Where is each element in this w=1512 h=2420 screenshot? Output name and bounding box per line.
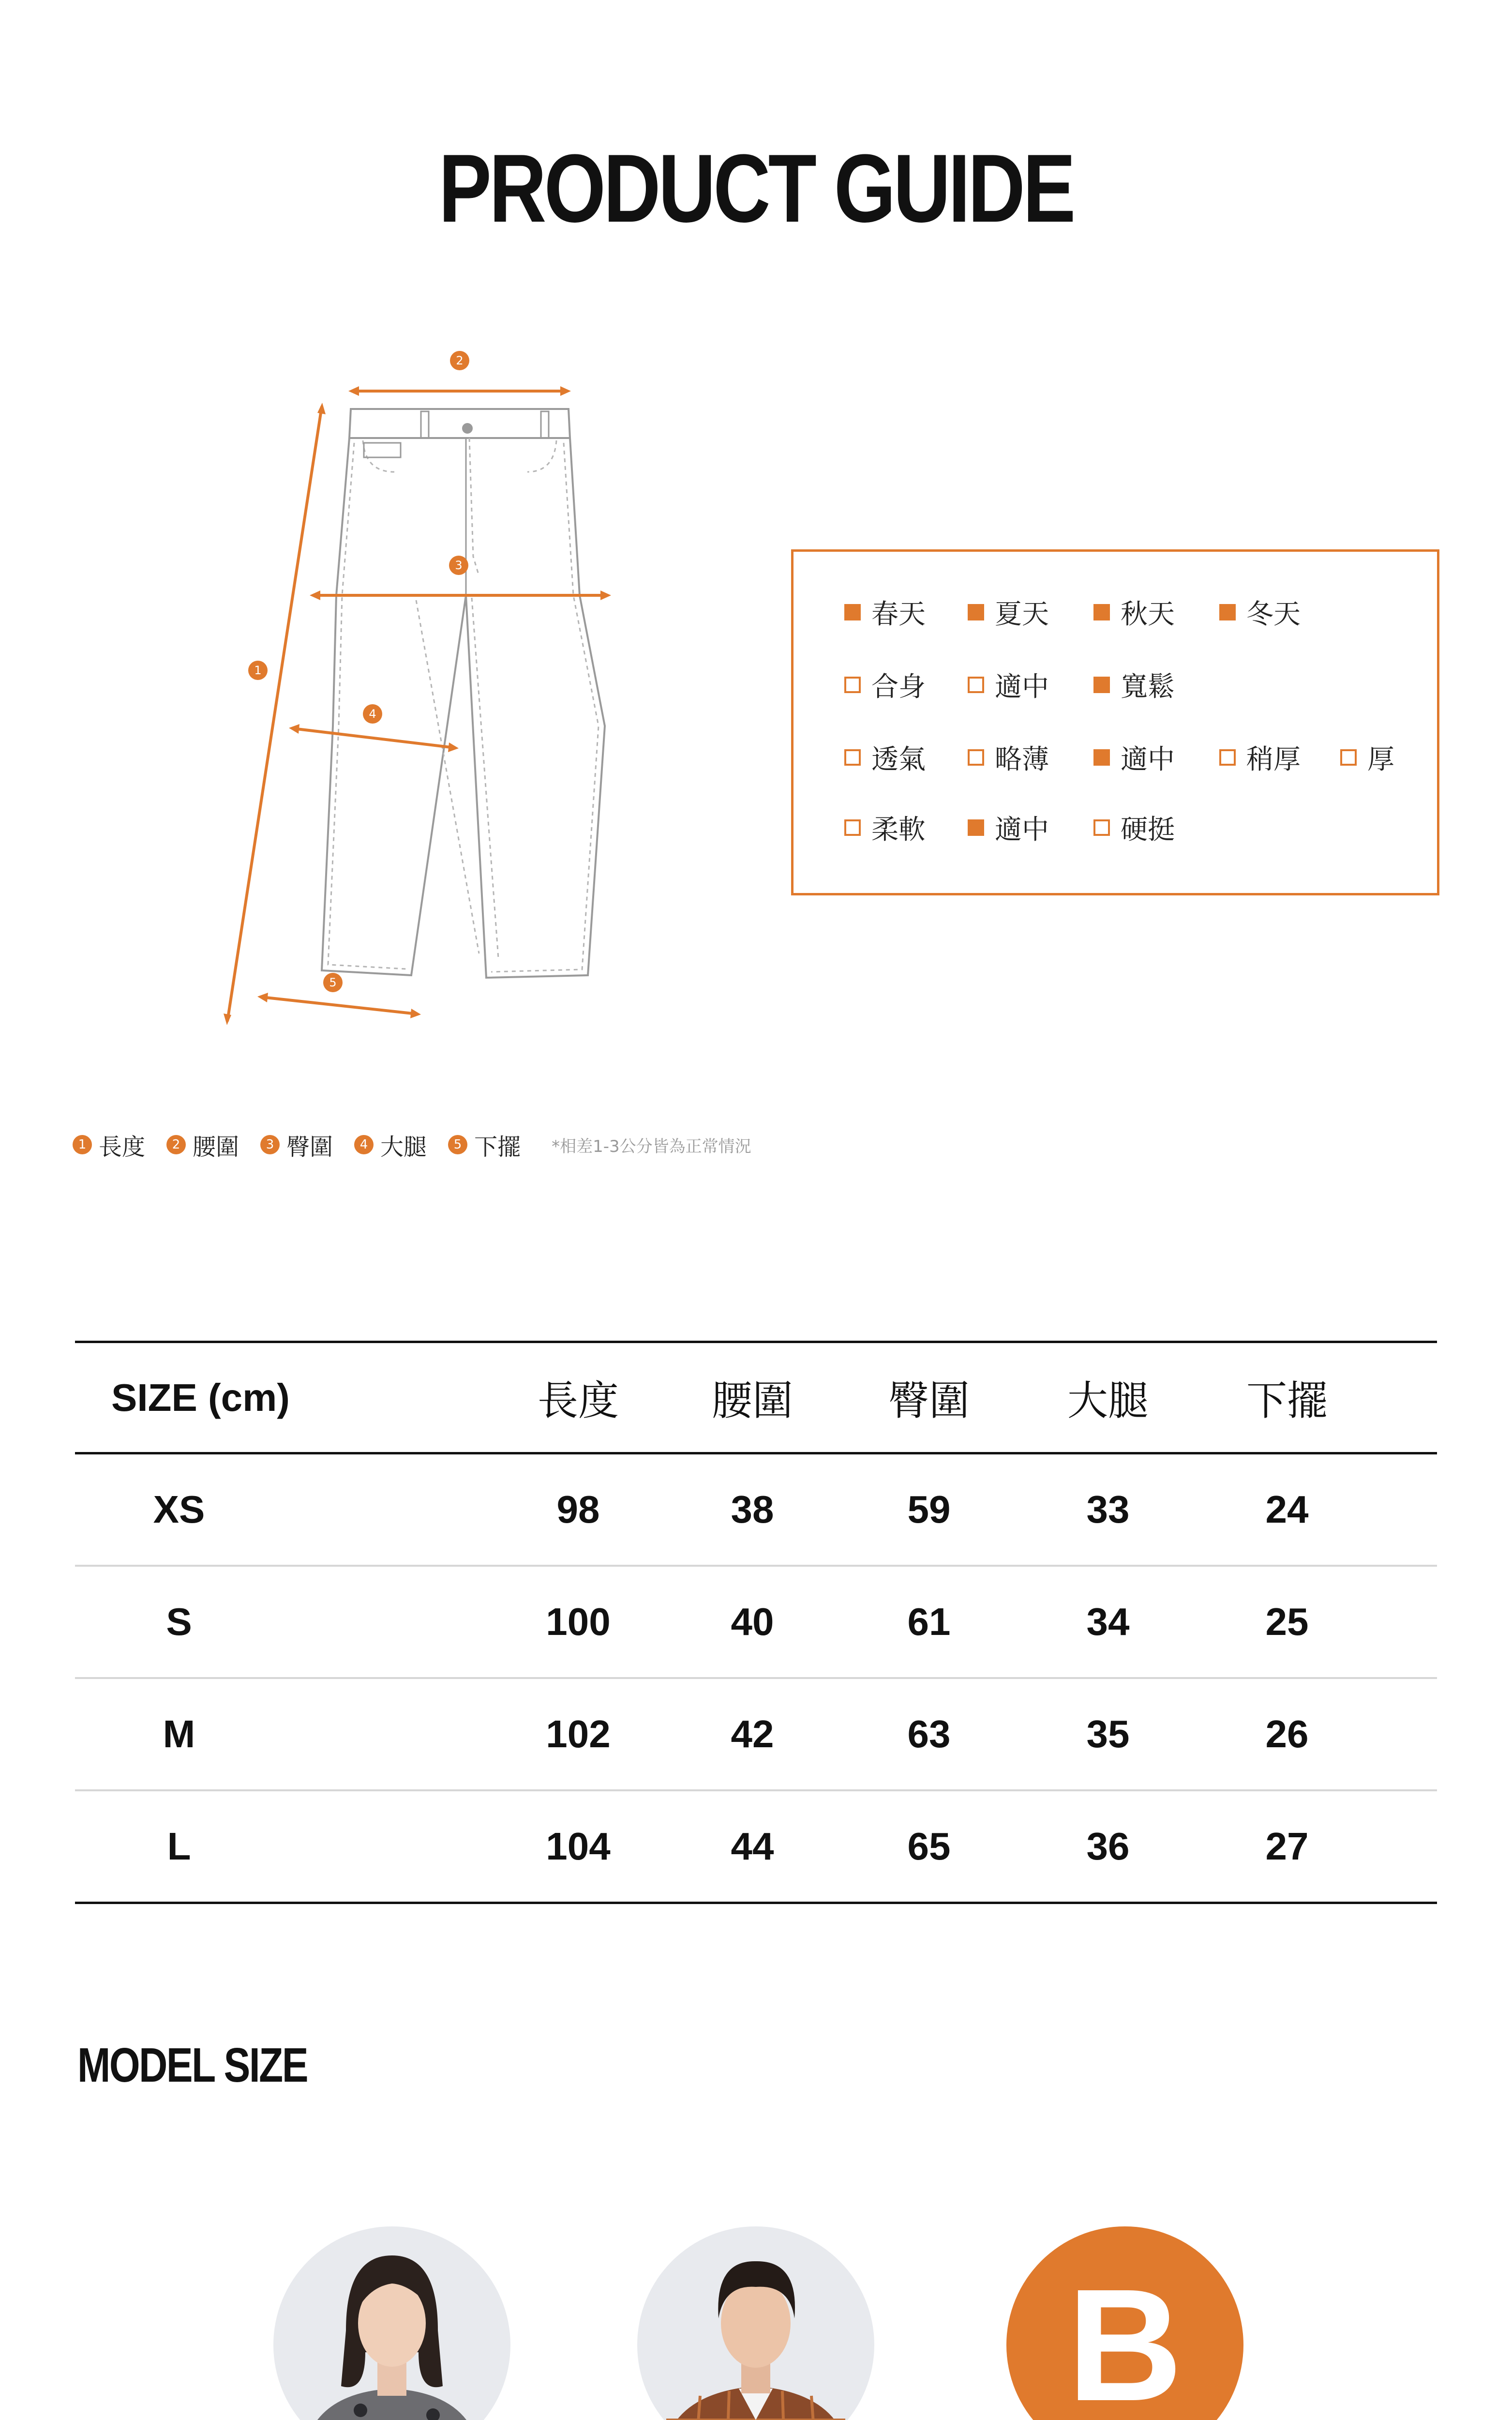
value-cell: 63: [907, 1712, 951, 1755]
legend-item-length: 1 長度: [73, 1128, 145, 1162]
empty-square-icon: [968, 749, 984, 766]
legend-item-waist: 2 腰圍: [166, 1128, 239, 1162]
value-cell: 27: [1265, 1825, 1309, 1868]
value-cell: 33: [1086, 1488, 1130, 1531]
header-hip: 臀圍: [888, 1377, 970, 1424]
model-card-b: [907, 2226, 1343, 2420]
value-cell: 40: [731, 1600, 774, 1643]
female-model-icon: [273, 2226, 510, 2420]
marker-length: 1: [254, 664, 262, 677]
value-cell: 26: [1265, 1712, 1309, 1755]
page-title: PRODUCT GUIDE: [438, 135, 1074, 242]
attr-item: 略薄: [968, 738, 1049, 777]
pants-measurement-diagram: [203, 339, 716, 1065]
size-cell: XS: [153, 1488, 205, 1531]
value-cell: 35: [1086, 1712, 1130, 1755]
value-cell: 100: [546, 1600, 611, 1643]
header-hem: 下擺: [1246, 1377, 1328, 1424]
header-size: SIZE (cm): [111, 1376, 290, 1419]
number-badge-icon: 5: [448, 1135, 467, 1154]
number-badge-icon: 1: [73, 1135, 92, 1154]
number-badge-icon: 3: [260, 1135, 280, 1154]
empty-square-icon: [844, 677, 861, 693]
legend-item-hip: 3 臀圍: [260, 1128, 333, 1162]
size-cell: M: [163, 1712, 195, 1755]
empty-square-icon: [1219, 749, 1236, 766]
table-row: [75, 1567, 1437, 1679]
header-waist: 腰圍: [711, 1377, 793, 1424]
checked-square-icon: [1093, 677, 1110, 693]
attr-item: 合身: [844, 666, 926, 704]
measurement-legend: [73, 1128, 751, 1162]
number-badge-icon: 2: [166, 1135, 186, 1154]
attr-item: 柔軟: [844, 808, 926, 847]
value-cell: 38: [731, 1488, 774, 1531]
value-cell: 24: [1265, 1488, 1309, 1531]
table-row: [75, 1679, 1437, 1791]
fabric-attributes-box: [791, 549, 1439, 895]
value-cell: 65: [907, 1825, 951, 1868]
attr-item: 春天: [844, 593, 926, 632]
attr-item: 稍厚: [1219, 738, 1301, 777]
checked-square-icon: [968, 819, 984, 836]
value-cell: 42: [731, 1712, 774, 1755]
attr-item: 硬挺: [1093, 808, 1175, 847]
value-cell: 104: [546, 1825, 611, 1868]
legend-item-thigh: 4 大腿: [354, 1128, 427, 1162]
table-header-row: [75, 1341, 1437, 1454]
value-cell: 98: [556, 1488, 600, 1531]
attr-item: 冬天: [1219, 593, 1301, 632]
attr-item: 寬鬆: [1093, 666, 1175, 704]
attr-item: 透氣: [844, 738, 926, 777]
table-row: [75, 1791, 1437, 1904]
value-cell: 34: [1086, 1600, 1130, 1643]
checked-square-icon: [844, 604, 861, 620]
marker-waist: 2: [456, 354, 464, 367]
value-cell: 25: [1265, 1600, 1309, 1643]
size-cell: L: [167, 1825, 191, 1868]
attr-item: 適中: [968, 808, 1049, 847]
marker-thigh: 4: [369, 707, 376, 721]
empty-square-icon: [968, 677, 984, 693]
size-cell: S: [166, 1600, 192, 1643]
number-badge-icon: 4: [354, 1135, 374, 1154]
model-avatar: [637, 2226, 874, 2420]
marker-hem: 5: [329, 976, 337, 989]
value-cell: 102: [546, 1712, 611, 1755]
value-cell: 44: [731, 1825, 774, 1868]
value-cell: 61: [907, 1600, 951, 1643]
checked-square-icon: [968, 604, 984, 620]
header-thigh: 大腿: [1067, 1377, 1149, 1424]
empty-square-icon: [1093, 819, 1110, 836]
model-avatar: [273, 2226, 510, 2420]
marker-hip: 3: [455, 559, 463, 572]
attr-item: 適中: [968, 666, 1049, 704]
model-avatar-letter: B: [1006, 2226, 1243, 2420]
attr-item: 適中: [1093, 738, 1175, 777]
male-model-icon: [637, 2226, 874, 2420]
empty-square-icon: [844, 819, 861, 836]
legend-note: *相差1-3公分皆為正常情況: [552, 1136, 751, 1156]
header-length: 長度: [537, 1377, 619, 1424]
size-table: [75, 1341, 1437, 1904]
model-size-title: MODEL SIZE: [77, 2038, 308, 2092]
checked-square-icon: [1093, 749, 1110, 766]
value-cell: 36: [1086, 1825, 1130, 1868]
empty-square-icon: [844, 749, 861, 766]
attr-item: 厚: [1340, 738, 1394, 777]
legend-item-hem: 5 下擺: [448, 1128, 521, 1162]
attr-item: 秋天: [1093, 593, 1175, 632]
value-cell: 59: [907, 1488, 951, 1531]
empty-square-icon: [1340, 749, 1357, 766]
checked-square-icon: [1093, 604, 1110, 620]
table-row: [75, 1454, 1437, 1567]
checked-square-icon: [1219, 604, 1236, 620]
attr-item: 夏天: [968, 593, 1049, 632]
